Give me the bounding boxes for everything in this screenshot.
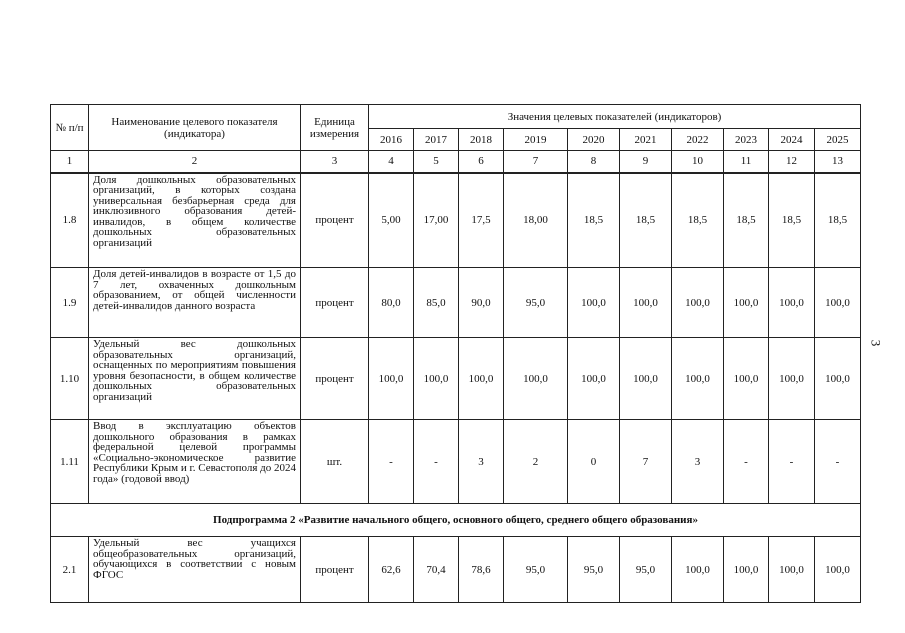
table-row xyxy=(51,268,861,338)
values-group-header: Значения целевых показателей (индикаторов) xyxy=(369,105,861,129)
table-row xyxy=(51,537,861,603)
value-cell: 100,0 xyxy=(568,338,620,420)
value-cell: 90,0 xyxy=(459,268,504,338)
value-cell: 100,0 xyxy=(724,338,769,420)
value-cell: 18,5 xyxy=(769,173,815,268)
value-cell: 5,00 xyxy=(369,173,414,268)
value-cell: 100,0 xyxy=(672,537,724,603)
col-number: 1 xyxy=(51,151,89,173)
value-cell: 100,0 xyxy=(815,537,861,603)
value-cell: 85,0 xyxy=(414,268,459,338)
row-number: 2.1 xyxy=(51,537,89,603)
value-cell: 100,0 xyxy=(769,537,815,603)
value-cell: 100,0 xyxy=(568,268,620,338)
page-number: 3 xyxy=(868,339,884,347)
value-cell: 95,0 xyxy=(620,537,672,603)
table-row xyxy=(51,420,861,504)
indicator-name: Удельный вес дошкольных образовательных организаций, оснащенных по мероприятиям повышения уровня безопасности, в общем количестве дошкольных образовательных организаций xyxy=(89,338,301,420)
value-cell: 18,5 xyxy=(815,173,861,268)
value-cell: 100,0 xyxy=(504,338,568,420)
indicator-name: Удельный вес учащихся общеобразовательных организаций, обучающихся в соответствии с новым ФГОС xyxy=(89,537,301,603)
value-cell: 0 xyxy=(568,420,620,504)
value-cell: 78,6 xyxy=(459,537,504,603)
unit-cell: процент xyxy=(301,338,369,420)
value-cell: 17,00 xyxy=(414,173,459,268)
unit-cell: шт. xyxy=(301,420,369,504)
indicators-table xyxy=(50,104,861,603)
col-number: 3 xyxy=(301,151,369,173)
col-number: 6 xyxy=(459,151,504,173)
subprogram-title: Подпрограмма 2 «Развитие начального общего, основного общего, среднего общего образования» xyxy=(51,504,861,537)
col-number: 4 xyxy=(369,151,414,173)
year-header: 2016 xyxy=(369,129,414,151)
col-number: 10 xyxy=(672,151,724,173)
value-cell: 18,5 xyxy=(724,173,769,268)
unit-cell: процент xyxy=(301,173,369,268)
row-number: 1.11 xyxy=(51,420,89,504)
row-number: 1.8 xyxy=(51,173,89,268)
year-header: 2019 xyxy=(504,129,568,151)
value-cell: 70,4 xyxy=(414,537,459,603)
unit-cell: процент xyxy=(301,537,369,603)
value-cell: 3 xyxy=(459,420,504,504)
col-name-header: Наименование целевого показателя (индикатора) xyxy=(89,105,301,151)
value-cell: 18,5 xyxy=(568,173,620,268)
value-cell: 100,0 xyxy=(620,338,672,420)
indicator-name: Доля детей-инвалидов в возрасте от 1,5 до 7 лет, охваченных дошкольным образованием, от общей численности детей-инвалидов данного возраста xyxy=(89,268,301,338)
year-header: 2020 xyxy=(568,129,620,151)
col-unit-header: Единица измерения xyxy=(301,105,369,151)
value-cell: - xyxy=(724,420,769,504)
value-cell: 17,5 xyxy=(459,173,504,268)
value-cell: 18,5 xyxy=(620,173,672,268)
value-cell: 95,0 xyxy=(504,268,568,338)
value-cell: 100,0 xyxy=(769,268,815,338)
row-number: 1.9 xyxy=(51,268,89,338)
col-number: 2 xyxy=(89,151,301,173)
value-cell: 100,0 xyxy=(369,338,414,420)
value-cell: 100,0 xyxy=(769,338,815,420)
value-cell: - xyxy=(369,420,414,504)
value-cell: 100,0 xyxy=(414,338,459,420)
indicator-name: Ввод в эксплуатацию объектов дошкольного образования в рамках федеральной целевой программы «Социально-экономическое развитие Республики Крым и г. Севастополя до 2024 года» (годовой ввод) xyxy=(89,420,301,504)
subprogram-row xyxy=(51,504,861,537)
value-cell: 100,0 xyxy=(724,268,769,338)
value-cell: 100,0 xyxy=(459,338,504,420)
value-cell: 100,0 xyxy=(620,268,672,338)
value-cell: 100,0 xyxy=(815,268,861,338)
col-number: 12 xyxy=(769,151,815,173)
year-header: 2017 xyxy=(414,129,459,151)
value-cell: 95,0 xyxy=(504,537,568,603)
header-row-1 xyxy=(51,105,861,129)
year-header: 2025 xyxy=(815,129,861,151)
value-cell: 7 xyxy=(620,420,672,504)
value-cell: - xyxy=(769,420,815,504)
value-cell: 2 xyxy=(504,420,568,504)
table-row xyxy=(51,338,861,420)
value-cell: 100,0 xyxy=(672,268,724,338)
value-cell: 3 xyxy=(672,420,724,504)
col-number: 5 xyxy=(414,151,459,173)
col-number: 7 xyxy=(504,151,568,173)
value-cell: 18,00 xyxy=(504,173,568,268)
column-numbers-row xyxy=(51,151,861,173)
table-row xyxy=(51,173,861,268)
value-cell: 80,0 xyxy=(369,268,414,338)
value-cell: 18,5 xyxy=(672,173,724,268)
indicator-name: Доля дошкольных образовательных организаций, в которых создана универсальная безбарьерная среда для инклюзивного образования детей-инвалидов, в общем количестве дошкольных образовательных организаций xyxy=(89,173,301,268)
col-num-header: № п/п xyxy=(51,105,89,151)
unit-cell: процент xyxy=(301,268,369,338)
year-header: 2024 xyxy=(769,129,815,151)
value-cell: 100,0 xyxy=(672,338,724,420)
year-header: 2022 xyxy=(672,129,724,151)
col-number: 8 xyxy=(568,151,620,173)
year-header: 2023 xyxy=(724,129,769,151)
value-cell: 95,0 xyxy=(568,537,620,603)
value-cell: 100,0 xyxy=(815,338,861,420)
value-cell: 100,0 xyxy=(724,537,769,603)
col-number: 11 xyxy=(724,151,769,173)
year-header: 2018 xyxy=(459,129,504,151)
col-number: 13 xyxy=(815,151,861,173)
col-number: 9 xyxy=(620,151,672,173)
value-cell: - xyxy=(414,420,459,504)
value-cell: 62,6 xyxy=(369,537,414,603)
year-header: 2021 xyxy=(620,129,672,151)
row-number: 1.10 xyxy=(51,338,89,420)
value-cell: - xyxy=(815,420,861,504)
